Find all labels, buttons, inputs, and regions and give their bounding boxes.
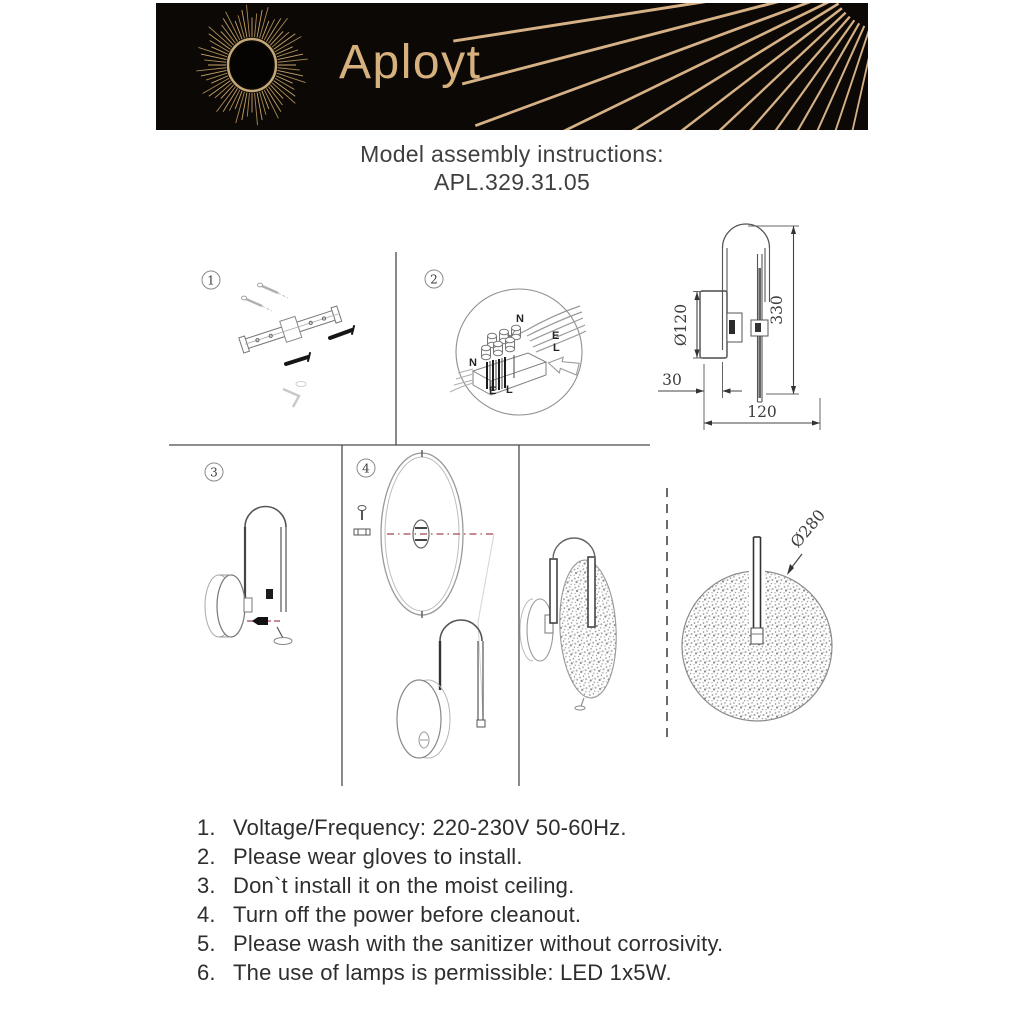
- header-banner: [156, 3, 868, 130]
- assembly-diagrams: [150, 195, 880, 805]
- brand-logo-text: Aployt: [339, 36, 482, 89]
- step-2-wiring-diagram: [450, 289, 586, 415]
- list-item: [197, 817, 857, 839]
- rays-decoration-icon: [449, 3, 868, 130]
- assembled-lamp-view: [520, 538, 620, 710]
- label-e-bottom: E: [489, 385, 497, 397]
- dim-projection: [704, 398, 820, 430]
- step-4-number: 4: [362, 461, 370, 476]
- terminal-screws: [482, 325, 521, 360]
- list-item: [197, 875, 857, 897]
- fixing-screw: [252, 617, 268, 625]
- item-text: Turn off the power before cleanout.: [233, 902, 582, 927]
- item-text: The use of lamps is permissible: LED 1x5W.: [233, 960, 672, 985]
- item-text: Don`t install it on the moist ceiling.: [233, 873, 575, 898]
- list-item: [197, 962, 857, 984]
- dimension-side-view: [658, 224, 820, 430]
- item-number: 4.: [197, 902, 216, 927]
- dim-height-text: 330: [768, 295, 786, 325]
- insert-arrow-icon: [547, 354, 580, 377]
- dim-depth: [658, 362, 742, 430]
- label-l-top: L: [553, 342, 560, 354]
- dim-plate-diameter-text: Ø120: [672, 303, 690, 347]
- dim-plate-diameter: [672, 292, 703, 359]
- dim-depth-text: 30: [662, 371, 682, 389]
- label-n-top: N: [516, 313, 524, 325]
- item-number: 5.: [197, 931, 216, 956]
- wall-anchors: [241, 283, 288, 311]
- sunburst-center: [231, 42, 273, 88]
- exit-wires: [450, 369, 473, 392]
- item-text: Please wash with the sanitizer without corrosivity.: [233, 931, 724, 956]
- item-number: 2.: [197, 844, 216, 869]
- label-l-bottom: L: [506, 384, 513, 396]
- dim-height: [748, 226, 799, 394]
- item-number: 3.: [197, 873, 216, 898]
- list-item: [197, 933, 857, 955]
- step-3-frame-diagram: [205, 506, 292, 644]
- item-text: Voltage/Frequency: 220-230V 50-60Hz.: [233, 815, 627, 840]
- step-2-number: 2: [430, 272, 438, 287]
- item-number: 6.: [197, 960, 216, 985]
- model-number: APL.329.31.05: [433, 169, 591, 195]
- shade-front-view: [682, 506, 832, 721]
- instruction-list: [197, 817, 857, 991]
- dim-shade-diameter-text: Ø280: [786, 505, 830, 552]
- allen-key: [283, 382, 306, 408]
- label-n-bottom: N: [469, 357, 477, 369]
- item-number: 1.: [197, 815, 216, 840]
- list-item: [197, 904, 857, 926]
- dim-shade-diameter: [786, 506, 829, 575]
- ring-screw: [354, 506, 370, 536]
- step-numbers: [207, 273, 438, 480]
- step-3-number: 3: [210, 465, 218, 480]
- step-badges: [202, 270, 443, 481]
- list-item: [197, 846, 857, 868]
- item-text: Please wear gloves to install.: [233, 844, 523, 869]
- step-1-number: 1: [207, 273, 215, 288]
- step-1-bracket-diagram: [238, 283, 354, 407]
- dim-projection-text: 120: [747, 403, 777, 421]
- step-4-ring-diagram: [354, 450, 494, 758]
- page-title: Model assembly instructions:: [360, 141, 664, 167]
- banner-art: [156, 3, 868, 130]
- label-e-top: E: [552, 330, 560, 342]
